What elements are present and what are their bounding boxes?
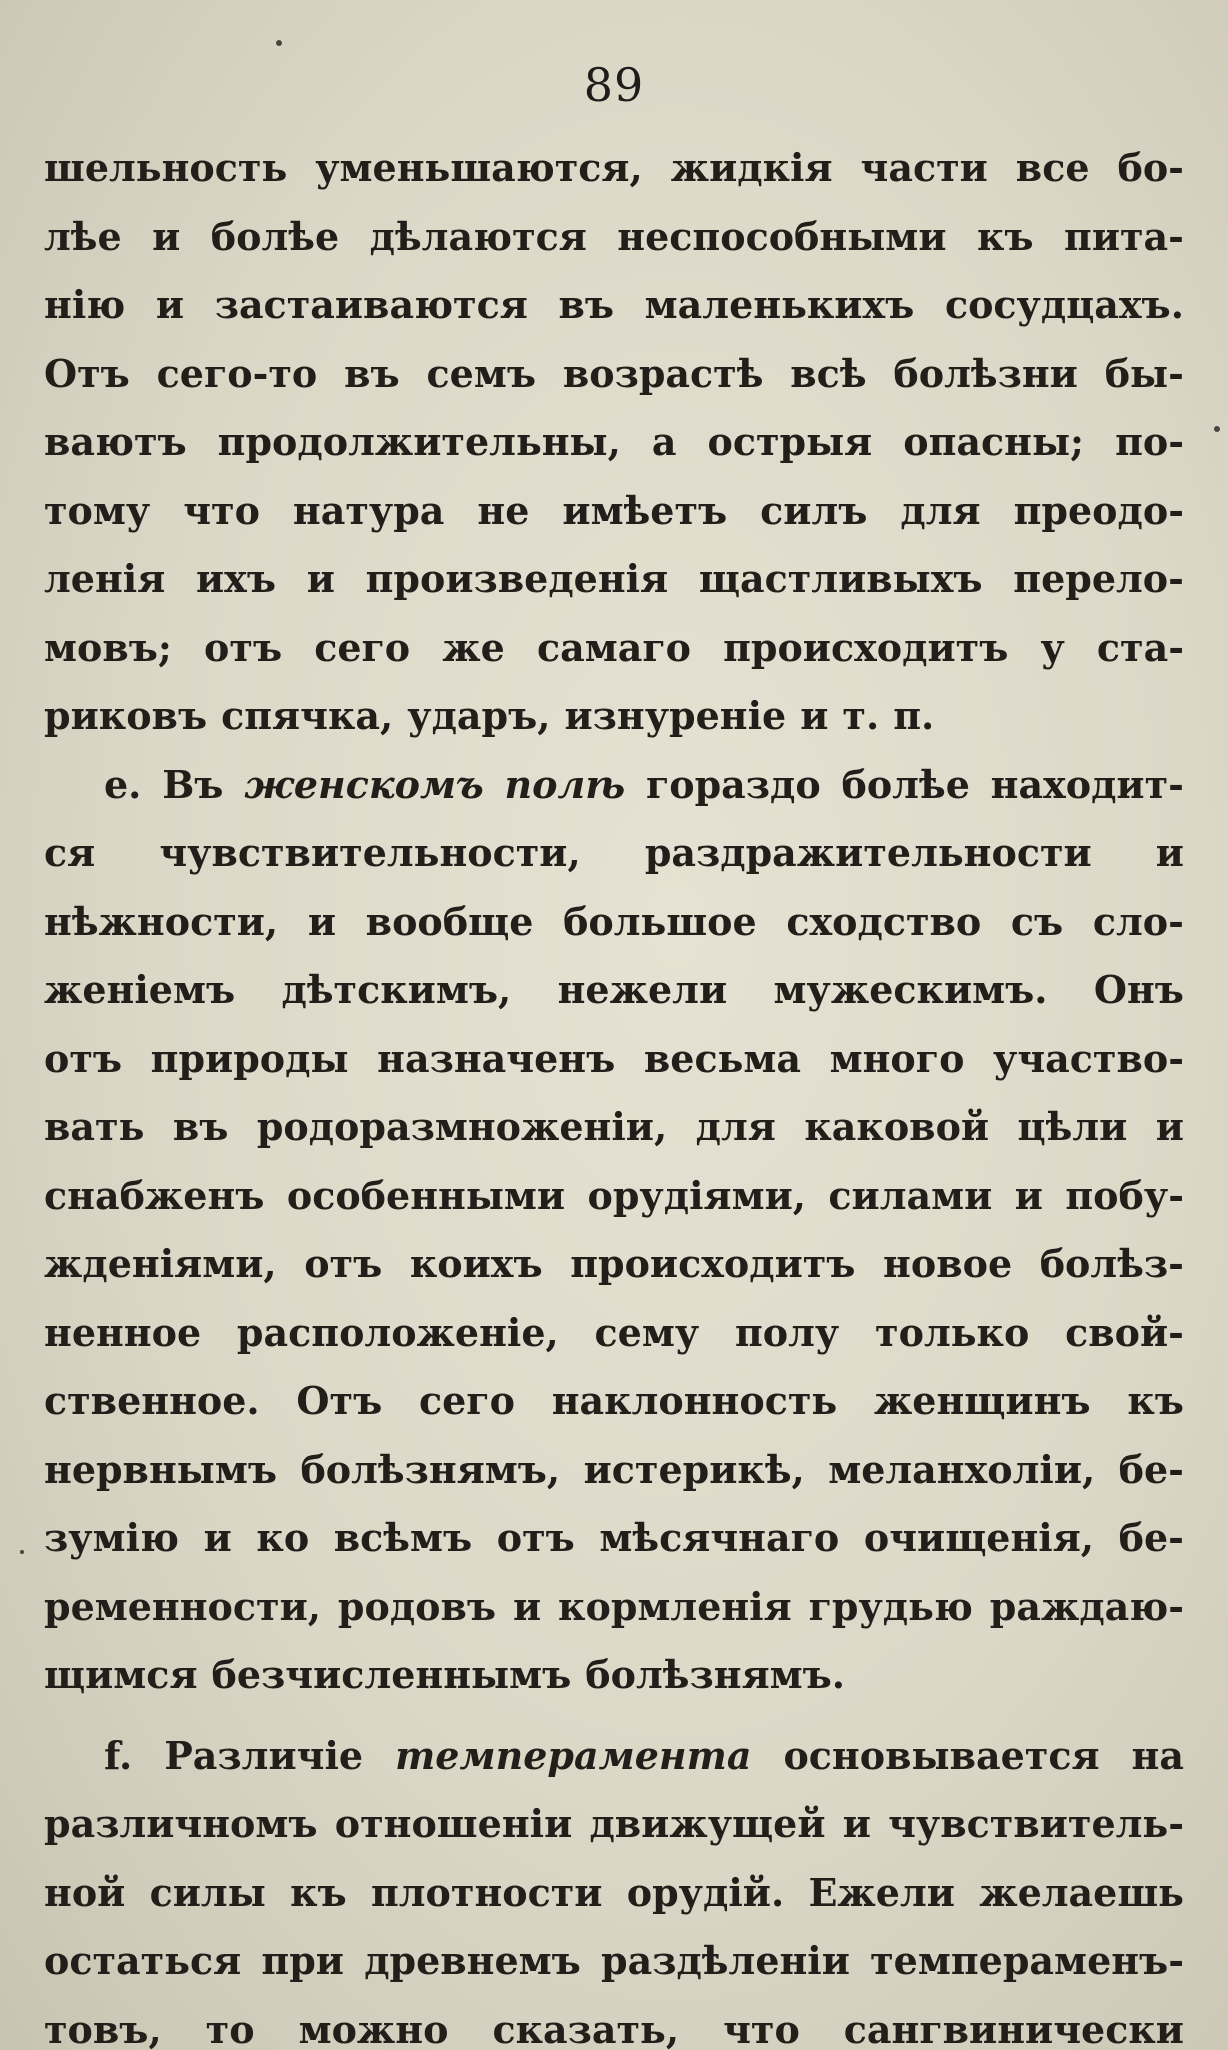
text-line	[44, 1859, 1184, 1928]
word: нѣжности,	[44, 898, 279, 944]
word: меланхоліи,	[828, 1446, 1096, 1492]
word: женщинъ	[873, 1378, 1091, 1423]
text-line	[44, 1299, 1184, 1368]
word: и	[1155, 1104, 1184, 1149]
word: f.	[104, 1732, 133, 1778]
text-line	[44, 1367, 1184, 1436]
word: Онъ	[1093, 967, 1184, 1012]
word: кормленія	[558, 1583, 792, 1629]
word: женіемъ	[44, 967, 236, 1012]
word: желаешь	[979, 1869, 1184, 1915]
ink-speck	[276, 40, 282, 46]
word: натура	[292, 487, 445, 533]
word: въ	[558, 282, 615, 327]
word: силъ	[760, 487, 868, 533]
word: мѣсячнаго	[599, 1515, 840, 1560]
word: шельность	[44, 145, 288, 190]
word: нію	[44, 282, 126, 327]
word: особенными	[286, 1172, 566, 1218]
word: темперамента	[395, 1732, 752, 1778]
word: грудью	[808, 1583, 973, 1629]
word: ста-	[1096, 624, 1184, 670]
text-line	[44, 1927, 1184, 1996]
text-line	[44, 956, 1184, 1025]
word: Ежели	[808, 1869, 955, 1915]
word: для	[695, 1104, 776, 1149]
text-line	[44, 1230, 1184, 1299]
word: ихъ	[196, 556, 276, 601]
word: вообще	[365, 898, 534, 944]
word: и	[306, 556, 335, 601]
word: риковъ	[44, 693, 208, 738]
word: отъ	[44, 1035, 123, 1081]
word: товъ,	[44, 2006, 162, 2050]
word: въ	[172, 1104, 229, 1149]
word: имѣетъ	[562, 487, 728, 533]
word: коихъ	[409, 1241, 543, 1286]
word: по-	[1115, 419, 1184, 464]
word: и	[1014, 1172, 1043, 1218]
word: щимся	[44, 1652, 198, 1697]
text-line	[44, 614, 1184, 683]
word: очищенія,	[863, 1515, 1095, 1560]
word: все	[1015, 145, 1090, 190]
word: различномъ	[44, 1801, 318, 1846]
word: болѣзнямъ.	[585, 1652, 846, 1697]
page-number: 89	[583, 58, 645, 112]
word: спячка,	[221, 693, 394, 738]
word: и	[203, 1515, 232, 1560]
word: части	[860, 145, 988, 190]
word: весьма	[643, 1035, 801, 1081]
word: темпераменъ-	[870, 1938, 1184, 1983]
word: не	[477, 487, 530, 533]
word: полѣ	[504, 761, 626, 807]
word: сходство	[786, 898, 982, 944]
word: бе-	[1118, 1446, 1184, 1492]
word: свой-	[1065, 1309, 1184, 1355]
word: сло-	[1092, 898, 1184, 944]
word: нервнымъ	[44, 1446, 278, 1492]
text-line	[44, 1025, 1184, 1094]
word: находит-	[990, 761, 1184, 807]
word: родовъ	[337, 1583, 497, 1629]
word: сосудцахъ.	[944, 282, 1184, 327]
word: безчисленнымъ	[211, 1652, 572, 1697]
word: дѣтскимъ,	[281, 967, 512, 1012]
word: и	[155, 282, 185, 327]
word: ленія	[44, 556, 166, 601]
word: каковой	[804, 1104, 990, 1149]
paragraph-3	[44, 1722, 1184, 2050]
word: отъ	[496, 1515, 575, 1560]
word: дѣлаются	[369, 213, 587, 259]
word: ударъ,	[407, 693, 551, 738]
word: то	[205, 2006, 255, 2050]
word: для	[900, 487, 981, 533]
word: движущей	[589, 1801, 826, 1846]
word: силы	[149, 1869, 266, 1915]
word: сего-то	[156, 350, 318, 396]
word: орудіями,	[587, 1172, 807, 1218]
word: всѣмъ	[333, 1515, 473, 1560]
ink-speck	[1214, 426, 1220, 432]
word: снабженъ	[44, 1172, 265, 1218]
text-line	[44, 408, 1184, 477]
word: застаиваются	[214, 282, 528, 327]
text-line	[44, 134, 1184, 203]
word: сего	[418, 1378, 515, 1423]
word: основывается	[783, 1732, 1100, 1778]
word: Отъ	[44, 350, 130, 396]
word: ненное	[44, 1309, 202, 1355]
word: чувствитель-	[888, 1801, 1184, 1846]
word: продолжительны,	[217, 419, 621, 464]
word: раждаю-	[989, 1583, 1184, 1629]
word: зумію	[44, 1515, 179, 1560]
text-line	[44, 1722, 1184, 1791]
word: сего	[314, 624, 411, 670]
word: остаться	[44, 1938, 242, 1983]
word: только	[875, 1309, 1030, 1355]
text-line	[44, 751, 1184, 820]
word: жденіями,	[44, 1241, 277, 1286]
word: много	[829, 1035, 965, 1081]
text-line	[44, 819, 1184, 888]
word: раздѣленіи	[601, 1938, 850, 1983]
word: Въ	[162, 761, 224, 807]
word: жидкія	[670, 145, 833, 190]
word: происходитъ	[723, 624, 1009, 670]
word: чувствительности,	[159, 830, 581, 875]
word: назначенъ	[377, 1035, 616, 1081]
word: отъ	[304, 1241, 383, 1286]
word: болѣз-	[1039, 1241, 1184, 1286]
paragraph-2	[44, 751, 1184, 1710]
word: бе-	[1118, 1515, 1184, 1560]
word: вать	[44, 1104, 145, 1149]
word: п.	[893, 693, 935, 738]
word: ственное.	[44, 1378, 260, 1423]
word: что	[723, 2006, 800, 2050]
word: же	[442, 624, 505, 670]
word: семъ	[426, 350, 536, 396]
text-line	[44, 1573, 1184, 1642]
word: ваютъ	[44, 419, 187, 464]
word: на	[1131, 1732, 1184, 1778]
text-line	[44, 1790, 1184, 1859]
word: у	[1040, 624, 1065, 670]
word: можно	[298, 2006, 449, 2050]
word: болѣзнямъ,	[300, 1446, 561, 1492]
word: и	[307, 898, 337, 944]
word: къ	[1127, 1378, 1184, 1423]
word: ной	[44, 1869, 126, 1915]
word: болѣзни	[893, 350, 1078, 396]
word: Различіе	[164, 1732, 364, 1778]
word: перело-	[1013, 556, 1184, 601]
word: гораздо	[645, 761, 821, 807]
word: что	[183, 487, 260, 533]
text-line	[44, 203, 1184, 272]
text-line	[44, 1162, 1184, 1231]
word: мужескимъ.	[773, 967, 1048, 1012]
text-line	[44, 1093, 1184, 1162]
word: расположеніе,	[236, 1309, 559, 1355]
word: раздражительности	[644, 830, 1092, 875]
word: происходитъ	[570, 1241, 856, 1286]
word: неспособными	[617, 213, 947, 259]
word: тому	[44, 487, 151, 533]
word: сказать,	[492, 2006, 680, 2050]
word: при	[261, 1938, 344, 1983]
word: а	[651, 419, 677, 464]
word: съ	[1010, 898, 1064, 944]
word: большое	[563, 898, 757, 944]
word: острыя	[707, 419, 873, 464]
ink-speck	[20, 1550, 24, 1554]
word: щастливыхъ	[698, 556, 983, 601]
word: сему	[594, 1309, 700, 1355]
word: отношеніи	[334, 1801, 573, 1846]
text-line	[44, 545, 1184, 614]
word: опасны;	[903, 419, 1085, 464]
word: бы-	[1104, 350, 1184, 396]
text-line	[44, 1504, 1184, 1573]
word: уменьшаются,	[315, 145, 643, 190]
word: преодо-	[1013, 487, 1184, 533]
word: Отъ	[296, 1378, 383, 1423]
word: маленькихъ	[644, 282, 915, 327]
word: участво-	[993, 1035, 1184, 1081]
word: силами	[828, 1172, 993, 1218]
text-line	[44, 477, 1184, 546]
word: возрастѣ	[562, 350, 764, 396]
text-line	[44, 1996, 1184, 2050]
word: и	[152, 213, 181, 259]
word: побу-	[1065, 1172, 1184, 1218]
text-line	[44, 888, 1184, 957]
word: родоразмноженіи,	[256, 1104, 668, 1149]
word: лѣе	[44, 213, 122, 259]
word: и	[1155, 830, 1184, 875]
word: наклонность	[551, 1378, 838, 1423]
word: ременности,	[44, 1583, 322, 1629]
word: болѣе	[210, 213, 340, 259]
word: природы	[150, 1035, 349, 1081]
word: самаго	[536, 624, 691, 670]
word: ся	[44, 830, 96, 875]
word: сангвинически	[843, 2006, 1184, 2050]
word: бо-	[1117, 145, 1184, 190]
word: орудій.	[626, 1869, 785, 1915]
word: т.	[842, 693, 880, 738]
text-line	[44, 682, 1184, 751]
word: и	[842, 1801, 871, 1846]
word: въ	[344, 350, 400, 396]
paragraph-1	[44, 134, 1184, 751]
word: мовъ;	[44, 624, 172, 670]
word: новое	[883, 1241, 1013, 1286]
word: полу	[734, 1309, 840, 1355]
word: всѣ	[790, 350, 867, 396]
word: истерикѣ,	[583, 1446, 805, 1492]
word: женскомъ	[244, 761, 484, 807]
word: цѣли	[1017, 1104, 1128, 1149]
word: и	[512, 1583, 542, 1629]
word: произведенія	[365, 556, 669, 601]
text-line	[44, 1436, 1184, 1505]
word: болѣе	[841, 761, 970, 807]
paragraph-gap	[44, 1710, 1184, 1722]
page-text	[44, 134, 1184, 2050]
text-line	[44, 271, 1184, 340]
word: къ	[290, 1869, 347, 1915]
word: къ	[976, 213, 1034, 259]
word: нежели	[557, 967, 728, 1012]
word: отъ	[204, 624, 283, 670]
text-line	[44, 1641, 1184, 1710]
word: и	[800, 693, 829, 738]
word: древнемъ	[364, 1938, 581, 1983]
word: плотности	[370, 1869, 603, 1915]
text-line	[44, 340, 1184, 409]
word: e.	[104, 761, 142, 807]
word: ко	[256, 1515, 310, 1560]
word: изнуреніе	[564, 693, 787, 738]
word: пита-	[1064, 213, 1184, 259]
